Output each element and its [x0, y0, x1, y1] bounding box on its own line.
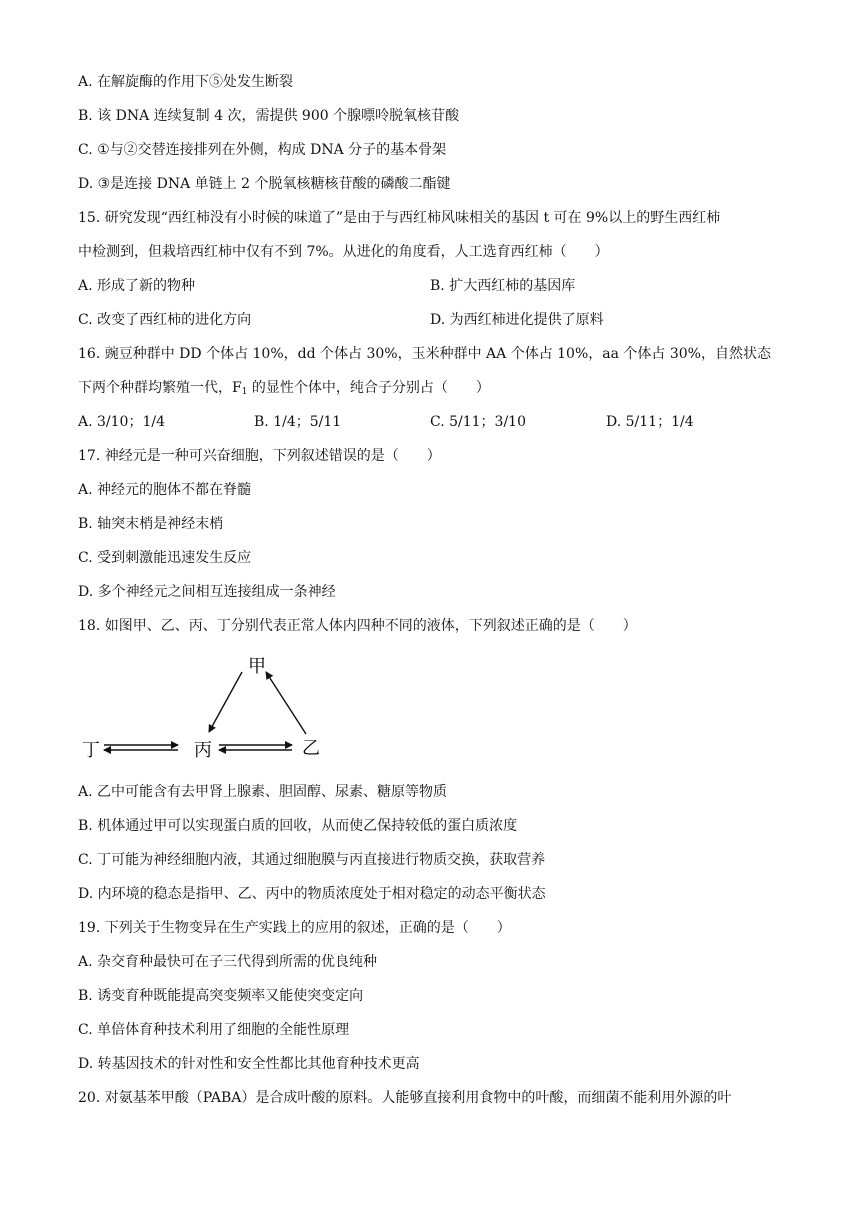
q15-stem-line1: 15. 研究发现“西红柿没有小时候的味道了”是由于与西红柿风味相关的基因 t 可在 9%以上的野生西红柿 — [78, 210, 721, 226]
q19-stem: 19. 下列关于生物变异在生产实践上的应用的叙述，正确的是（ ） — [78, 920, 511, 936]
q18-option-a: A. 乙中可能含有去甲肾上腺素、胆固醇、尿素、糖原等物质 — [78, 784, 448, 800]
q15-option-b: B. 扩大西红柿的基因库 — [430, 278, 576, 294]
label-ding: 丁 — [82, 740, 100, 761]
q17-option-a: A. 神经元的胞体不都在脊髓 — [78, 482, 252, 498]
q14-option-a: A. 在解旋酶的作用下⑤处发生断裂 — [78, 74, 294, 90]
q16-stem-line1: 16. 豌豆种群中 DD 个体占 10%，dd 个体占 30%，玉米种群中 AA 个体占 10%，aa 个体占 30%，自然状态 — [78, 346, 771, 362]
q19-option-d: D. 转基因技术的针对性和安全性都比其他育种技术更高 — [78, 1056, 420, 1072]
label-bing: 丙 — [194, 740, 212, 761]
q14-option-c: C. ①与②交替连接排列在外侧，构成 DNA 分子的基本骨架 — [78, 142, 447, 158]
arrow-jia-to-bing — [209, 672, 242, 732]
q20-stem-line1: 20. 对氨基苯甲酸（PABA）是合成叶酸的原料。人能够直接利用食物中的叶酸，而细菌不能利用外源的叶 — [78, 1090, 732, 1106]
q14-option-b: B. 该 DNA 连续复制 4 次，需提供 900 个腺嘌呤脱氧核苷酸 — [78, 108, 460, 124]
q18-option-c: C. 丁可能为神经细胞内液，其通过细胞膜与丙直接进行物质交换，获取营养 — [78, 852, 546, 868]
q16-stem-pre: 下两个种群均繁殖一代，F — [78, 380, 242, 396]
q19-option-a: A. 杂交育种最快可在子三代得到所需的优良纯种 — [78, 954, 378, 970]
q15-option-a: A. 形成了新的物种 — [78, 278, 196, 294]
q19-option-b: B. 诱变育种既能提高突变频率又能使突变定向 — [78, 988, 364, 1004]
q15-stem-line2: 中检测到，但栽培西红柿中仅有不到 7%。从进化的角度看，人工选育西红柿（ ） — [78, 244, 609, 260]
q17-option-b: B. 轴突末梢是神经末梢 — [78, 516, 224, 532]
body-fluid-diagram — [78, 648, 338, 768]
arrow-yi-to-jia — [266, 672, 306, 734]
q16-option-d: D. 5/11；1/4 — [606, 414, 694, 430]
q16-subscript: 1 — [241, 387, 248, 397]
label-jia: 甲 — [248, 656, 266, 677]
q19-option-c: C. 单倍体育种技术利用了细胞的全能性原理 — [78, 1022, 350, 1038]
q16-option-b: B. 1/4；5/11 — [254, 414, 342, 430]
label-yi: 乙 — [302, 738, 320, 759]
q15-option-d: D. 为西红柿进化提供了原料 — [430, 312, 604, 328]
q16-option-c: C. 5/11；3/10 — [430, 414, 526, 430]
q16-stem-post: 的显性个体中，纯合子分别占（ ） — [247, 380, 490, 396]
q18-stem: 18. 如图甲、乙、丙、丁分别代表正常人体内四种不同的液体，下列叙述正确的是（ ） — [78, 618, 637, 634]
q17-option-d: D. 多个神经元之间相互连接组成一条神经 — [78, 584, 336, 600]
q16-stem-line2 — [78, 378, 490, 402]
q18-option-d: D. 内环境的稳态是指甲、乙、丙中的物质浓度处于相对稳定的动态平衡状态 — [78, 886, 546, 902]
q17-stem: 17. 神经元是一种可兴奋细胞，下列叙述错误的是（ ） — [78, 448, 441, 464]
q15-option-c: C. 改变了西红柿的进化方向 — [78, 312, 252, 328]
q18-option-b: B. 机体通过甲可以实现蛋白质的回收，从而使乙保持较低的蛋白质浓度 — [78, 818, 518, 834]
q14-option-d: D. ③是连接 DNA 单链上 2 个脱氧核糖核苷酸的磷酸二酯键 — [78, 176, 451, 192]
q17-option-c: C. 受到刺激能迅速发生反应 — [78, 550, 252, 566]
q16-option-a: A. 3/10；1/4 — [78, 414, 165, 430]
